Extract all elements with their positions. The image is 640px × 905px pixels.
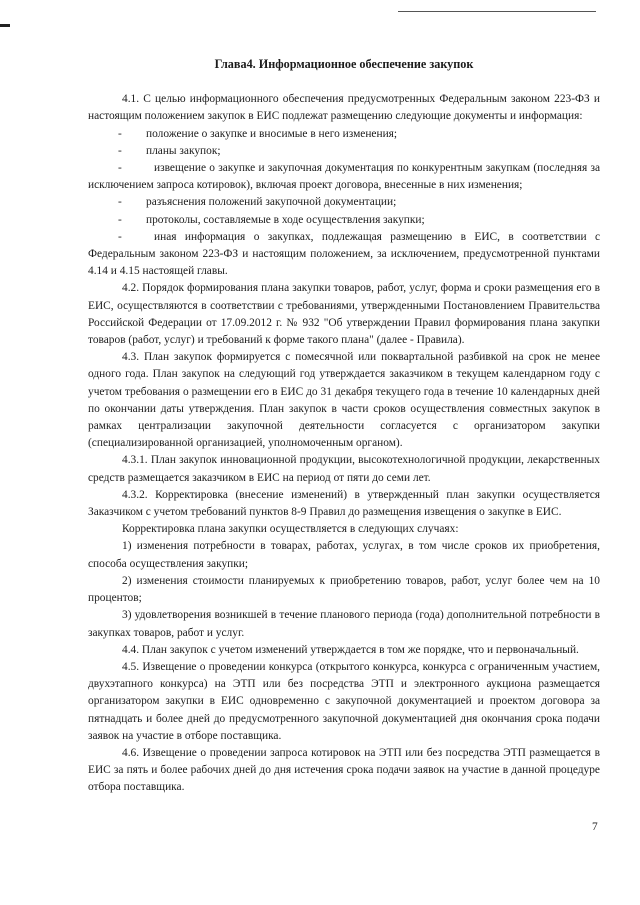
list-item [88, 194, 600, 211]
list-item-text: планы закупок; [146, 144, 221, 157]
document-page [88, 56, 600, 797]
paragraph-4-1: 4.1. С целью информационного обеспечения предусмотренных Федеральным законом 223-ФЗ и настоящим положением закупок в ЕИС подлежат размещению следующие документы и информация: [88, 93, 600, 123]
paragraph-4-2: 4.2. Порядок формирования плана закупки товаров, работ, услуг, форма и сроки размещения его в ЕИС, осуществляются в соответствии с требованиями, утвержденными Постановлением Правительства Российской Федерации от 17.09.2012 г. № 932 "Об утверждении Правил формирования плана закупки товаров (работ, услуг) и требований к форме такого плана" (далее - Правила). [88, 282, 600, 347]
chapter-title: Глава4. Информационное обеспечение закупок [214, 57, 474, 71]
paragraph-4-5: 4.5. Извещение о проведении конкурса (открытого конкурса, конкурса с ограниченным участием, двухэтапного конкурса) на ЭТП или без посредства ЭТП и электронного аукциона размещается организатором закупки в ЕИС одновременно с закупочной документацией и проектом договора за пятнадцать и более дней до предусмотренного закупочной документацией дня окончания срока подачи заявок на участие в отборе поставщика. [88, 660, 600, 742]
paragraph-4-6: 4.6. Извещение о проведении запроса котировок на ЭТП или без посредства ЭТП размещается в ЕИС за пять и более рабочих дней до дня истечения срока подачи заявок на участие в данной процедуре отбора поставщика. [88, 746, 600, 794]
list-dash: - [118, 127, 122, 140]
list-item-text: извещение о закупке и закупочная документация по конкурентным закупкам (последняя за исключением запроса котировок), включая проект договора, внесенные в них изменения; [88, 162, 600, 192]
paragraph-4-3: 4.3. План закупок формируется с помесячной или поквартальной разбивкой на срок не менее одного года. План закупок на следующий год утверждается заказчиком в текущем календарном году с учетом требования о размещении его в ЕИС до 31 декабря текущего года в течение 10 календарных дней по окончании даты утверждения. План закупок в части сроков осуществления совместных закупок в рамках централизации закупочной деятельности согласуется с организатором закупки (специализированной организацией, уполномоченным органом). [88, 351, 600, 450]
page-number: 7 [592, 821, 598, 833]
list-item [88, 143, 600, 160]
list-item [88, 212, 600, 229]
list-item-text: положение о закупке и вносимые в него изменения; [146, 127, 398, 140]
list-item-text: разъяснения положений закупочной документации; [146, 196, 397, 209]
list-item [88, 160, 600, 194]
list-dash: - [118, 196, 122, 209]
list-dash: - [118, 144, 122, 157]
list-item [88, 229, 600, 281]
paragraph-4-3-2: 4.3.2. Корректировка (внесение изменений) в утвержденный план закупки осуществляется Заказчиком с учетом требований пунктов 8-9 Правил до размещения извещения о закупке в ЕИС. [88, 488, 600, 519]
correction-case-3: 3) удовлетворения возникшей в течение планового периода (года) дополнительной потребности в закупках товаров, работ и услуг. [88, 609, 600, 639]
list-item [88, 126, 600, 143]
scan-top-rule [398, 11, 596, 12]
paragraph-corrections-intro: Корректировка плана закупки осуществляется в следующих случаях: [122, 523, 459, 536]
correction-case-1: 1) изменения потребности в товарах, работах, услугах, в том числе сроков их приобретения, способа осуществления закупки; [88, 540, 600, 570]
paragraph-4-4: 4.4. План закупок с учетом изменений утверждается в том же порядке, что и первоначальный. [122, 643, 579, 656]
list-dash: - [118, 230, 122, 243]
correction-case-2: 2) изменения стоимости планируемых к приобретению товаров, работ, услуг более чем на 10 процентов; [88, 574, 600, 605]
list-dash: - [118, 213, 122, 226]
list-item-text: иная информация о закупках, подлежащая размещению в ЕИС, в соответствии с Федеральным законом 223-ФЗ и настоящим положением, за исключением, предусмотренной пунктами 4.14 и 4.15 настоящей главы. [88, 230, 600, 278]
list-item-text: протоколы, составляемые в ходе осуществления закупки; [146, 213, 425, 226]
list-dash: - [118, 162, 122, 175]
scan-edge-mark [0, 24, 10, 27]
paragraph-4-3-1: 4.3.1. План закупок инновационной продукции, высокотехнологичной продукции, лекарственных средств размещается заказчиком в ЕИС на период от пяти до семи лет. [88, 454, 600, 484]
